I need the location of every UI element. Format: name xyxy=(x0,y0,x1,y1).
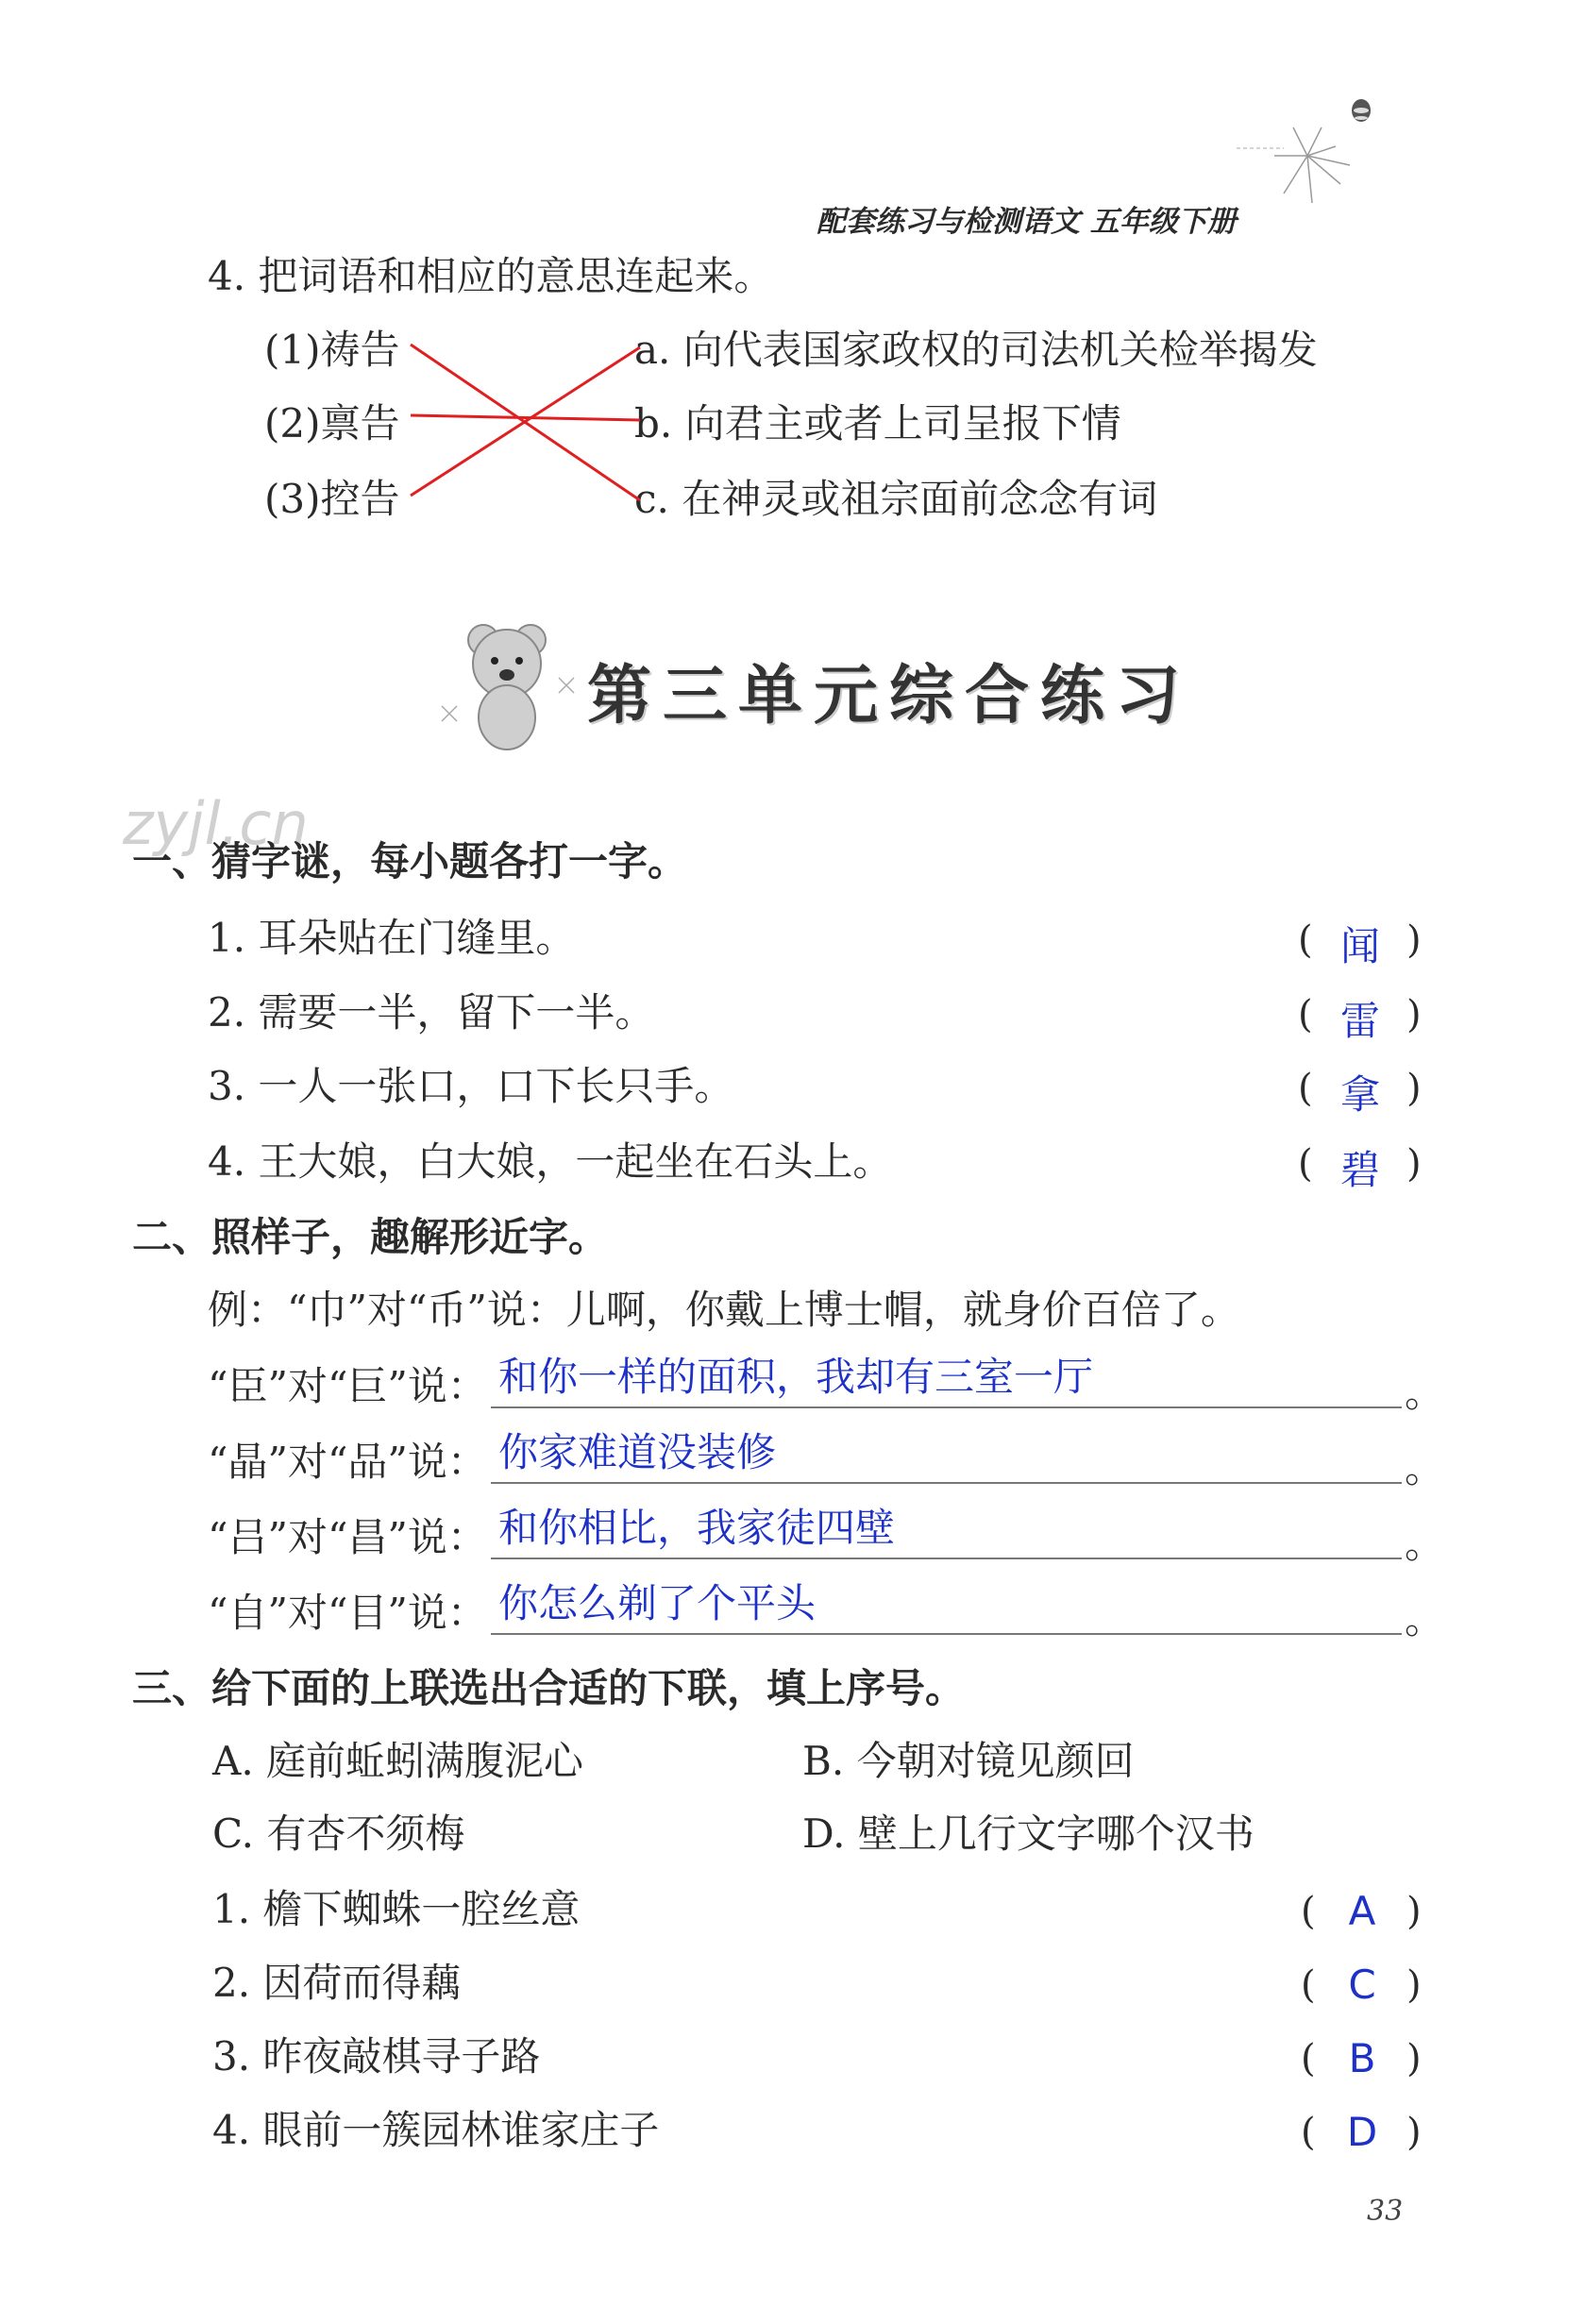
match-left-2: (2)禀告 xyxy=(264,400,400,446)
riddle-1: 1. 耳朵贴在门缝里。 xyxy=(208,915,576,961)
pair-1-answer: 和你一样的面积，我却有三室一厅 xyxy=(498,1354,1094,1400)
pair-3-prompt: “吕”对“昌”说： xyxy=(208,1514,487,1560)
riddle-3-paren-open: ( xyxy=(1298,1067,1313,1110)
pair-1-prompt: “臣”对“巨”说： xyxy=(208,1363,487,1409)
pair-1-underline xyxy=(491,1406,1402,1408)
pair-2-prompt: “晶”对“品”说： xyxy=(208,1439,487,1485)
section2-example: 例：“巾”对“币”说：儿啊，你戴上博士帽，就身价百倍了。 xyxy=(208,1287,1240,1333)
riddle-2-answer: 雷 xyxy=(1339,998,1380,1044)
pair-4-underline xyxy=(491,1633,1402,1635)
option-b: B. 今朝对镜见颜回 xyxy=(802,1738,1135,1784)
page-number: 33 xyxy=(1367,2195,1404,2228)
riddle-4-answer: 碧 xyxy=(1339,1147,1380,1193)
pair-1-end: 。 xyxy=(1405,1370,1445,1416)
couplet-3-answer: B xyxy=(1348,2035,1376,2081)
pair-2-answer: 你家难道没装修 xyxy=(498,1429,777,1475)
riddle-4-paren-open: ( xyxy=(1298,1142,1313,1186)
section2-title: 二、照样子，趣解形近字。 xyxy=(132,1214,609,1260)
pair-4-end: 。 xyxy=(1405,1596,1445,1642)
riddle-1-paren-close: ) xyxy=(1406,918,1422,962)
section3-title: 三、给下面的上联选出合适的下联，填上序号。 xyxy=(132,1665,966,1711)
match-lines xyxy=(0,0,1583,661)
riddle-2-paren-close: ) xyxy=(1406,993,1422,1036)
couplet-4-paren-close: ) xyxy=(1406,2111,1422,2154)
pair-2-underline xyxy=(491,1482,1402,1484)
bear-icon xyxy=(436,612,578,753)
couplet-1-paren-close: ) xyxy=(1406,1890,1422,1933)
match-left-3: (3)控告 xyxy=(264,476,400,522)
match-right-c: c. 在神灵或祖宗面前念念有词 xyxy=(634,476,1158,522)
couplet-4-paren-open: ( xyxy=(1301,2111,1316,2154)
couplet-2: 2. 因荷而得藕 xyxy=(212,1960,462,2006)
couplet-3: 3. 昨夜敲棋寻子路 xyxy=(212,2033,541,2080)
option-d: D. 壁上几行文字哪个汉书 xyxy=(802,1810,1255,1857)
couplet-4: 4. 眼前一簇园林谁家庄子 xyxy=(212,2107,660,2153)
match-line-2 xyxy=(411,415,640,420)
couplet-1-paren-open: ( xyxy=(1301,1890,1316,1933)
couplet-1: 1. 檐下蜘蛛一腔丝意 xyxy=(212,1886,581,1932)
couplet-3-paren-close: ) xyxy=(1406,2037,1422,2080)
riddle-3-paren-close: ) xyxy=(1406,1067,1422,1110)
couplet-1-answer: A xyxy=(1348,1888,1376,1934)
pair-4-prompt: “自”对“目”说： xyxy=(208,1590,487,1636)
riddle-4-paren-close: ) xyxy=(1406,1142,1422,1186)
riddle-1-answer: 闻 xyxy=(1339,923,1380,969)
pair-3-end: 。 xyxy=(1405,1521,1445,1567)
riddle-4: 4. 王大娘，白大娘，一起坐在石头上。 xyxy=(208,1138,893,1185)
section1-title: 一、猜字谜，每小题各打一字。 xyxy=(132,838,688,884)
book-title: 配套练习与检测语文 五年级下册 xyxy=(817,205,1237,239)
pair-4-answer: 你怎么剃了个平头 xyxy=(498,1580,817,1626)
pair-3-underline xyxy=(491,1558,1402,1559)
q4-title: 4. 把词语和相应的意思连起来。 xyxy=(208,253,774,299)
couplet-3-paren-open: ( xyxy=(1301,2037,1316,2080)
couplet-2-paren-open: ( xyxy=(1301,1963,1316,2007)
match-right-b: b. 向君主或者上司呈报下情 xyxy=(634,400,1121,446)
watermark: zyjl.cn xyxy=(123,789,309,858)
couplet-4-answer: D xyxy=(1346,2109,1378,2155)
riddle-3: 3. 一人一张口，口下长只手。 xyxy=(208,1063,734,1109)
option-a: A. 庭前蚯蚓满腹泥心 xyxy=(212,1738,584,1784)
couplet-2-answer: C xyxy=(1348,1962,1376,2008)
unit-title: 第三单元综合练习 xyxy=(587,658,1192,733)
pair-3-answer: 和你相比，我家徒四壁 xyxy=(498,1505,896,1551)
pair-2-end: 。 xyxy=(1405,1445,1445,1491)
couplet-2-paren-close: ) xyxy=(1406,1963,1422,2007)
match-right-a: a. 向代表国家政权的司法机关检举揭发 xyxy=(634,327,1318,373)
riddle-2-paren-open: ( xyxy=(1298,993,1313,1036)
match-left-1: (1)祷告 xyxy=(264,327,400,373)
riddle-3-answer: 拿 xyxy=(1339,1071,1380,1118)
option-c: C. 有杏不须梅 xyxy=(212,1810,465,1857)
riddle-2: 2. 需要一半，留下一半。 xyxy=(208,989,655,1036)
riddle-1-paren-open: ( xyxy=(1298,918,1313,962)
